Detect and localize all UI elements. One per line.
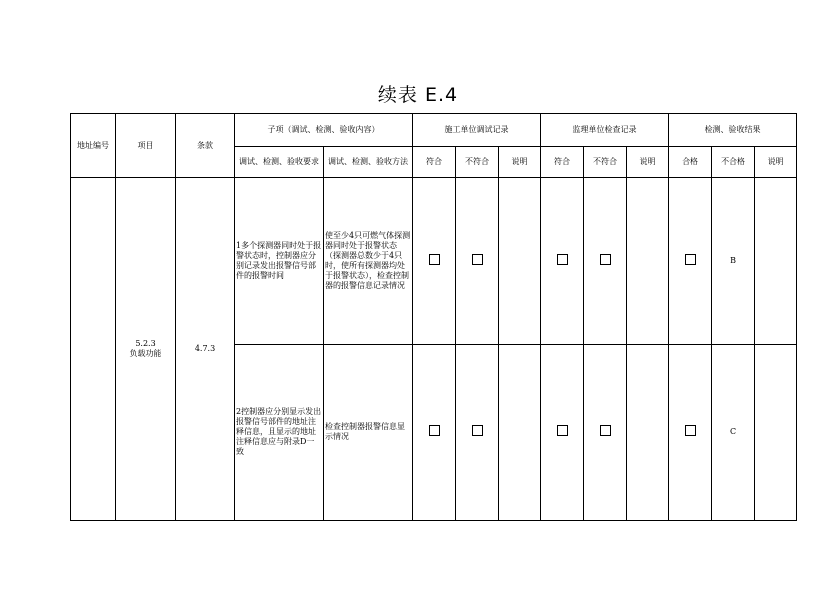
method-cell: 使至少4只可燃气体探测器同时处于报警状态（探测器总数少于4只时，使所有探测器均处于报警状态），检查控制器的报警信息记录情况 xyxy=(324,178,413,344)
item-number: 5.2.3 xyxy=(135,339,156,349)
supervision-not-conform-checkbox[interactable] xyxy=(600,425,611,436)
header-item: 项目 xyxy=(116,114,176,178)
table-row xyxy=(71,178,797,344)
header-requirement: 调试、检测、验收要求 xyxy=(235,147,324,178)
result-note-cell xyxy=(755,178,797,344)
header-clause: 条款 xyxy=(176,114,235,178)
supervision-conform-checkbox[interactable] xyxy=(557,254,568,265)
address-code-cell xyxy=(71,178,116,521)
supervision-conform-checkbox[interactable] xyxy=(557,425,568,436)
result-fail-note: C xyxy=(712,344,755,520)
header-method: 调试、检测、验收方法 xyxy=(324,147,413,178)
method-cell: 检查控制器报警信息显示情况 xyxy=(324,344,413,520)
supervision-note-cell xyxy=(627,178,669,344)
header-sub-item: 子项（调试、检测、验收内容） xyxy=(235,114,413,147)
header-inspection-result: 检测、验收结果 xyxy=(669,114,797,147)
construction-not-conform-checkbox[interactable] xyxy=(472,254,483,265)
supervision-not-conform-checkbox[interactable] xyxy=(600,254,611,265)
header-result-pass: 合格 xyxy=(669,147,712,178)
header-supervision-conform: 符合 xyxy=(541,147,584,178)
header-construction-conform: 符合 xyxy=(413,147,456,178)
supervision-note-cell xyxy=(627,344,669,520)
construction-conform-checkbox[interactable] xyxy=(429,254,440,265)
result-pass-checkbox[interactable] xyxy=(685,254,696,265)
result-pass-checkbox[interactable] xyxy=(685,425,696,436)
header-address-code: 地址编号 xyxy=(71,114,116,178)
page-title: 续表 E.4 xyxy=(377,84,459,106)
header-supervision-record: 监理单位检查记录 xyxy=(541,114,669,147)
header-supervision-note: 说明 xyxy=(627,147,669,178)
header-result-note: 说明 xyxy=(755,147,797,178)
construction-not-conform-checkbox[interactable] xyxy=(472,425,483,436)
header-result-fail: 不合格 xyxy=(712,147,755,178)
result-fail-note: B xyxy=(712,178,755,344)
header-construction-record: 施工单位调试记录 xyxy=(413,114,541,147)
construction-conform-checkbox[interactable] xyxy=(429,425,440,436)
header-construction-not-conform: 不符合 xyxy=(456,147,499,178)
construction-note-cell xyxy=(499,178,541,344)
inspection-table xyxy=(70,113,797,521)
requirement-cell: 1多个探测器同时处于报警状态时，控制器应分别记录发出报警信号部件的报警时间 xyxy=(235,178,324,344)
header-construction-note: 说明 xyxy=(499,147,541,178)
item-cell xyxy=(116,178,176,521)
requirement-cell: 2控制器应分别显示发出报警信号部件的地址注释信息，且显示的地址注释信息应与附录D一致 xyxy=(235,344,324,520)
header-supervision-not-conform: 不符合 xyxy=(584,147,627,178)
result-note-cell xyxy=(755,344,797,520)
clause-cell: 4.7.3 xyxy=(176,178,235,521)
construction-note-cell xyxy=(499,344,541,520)
item-name: 负载功能 xyxy=(129,349,162,359)
